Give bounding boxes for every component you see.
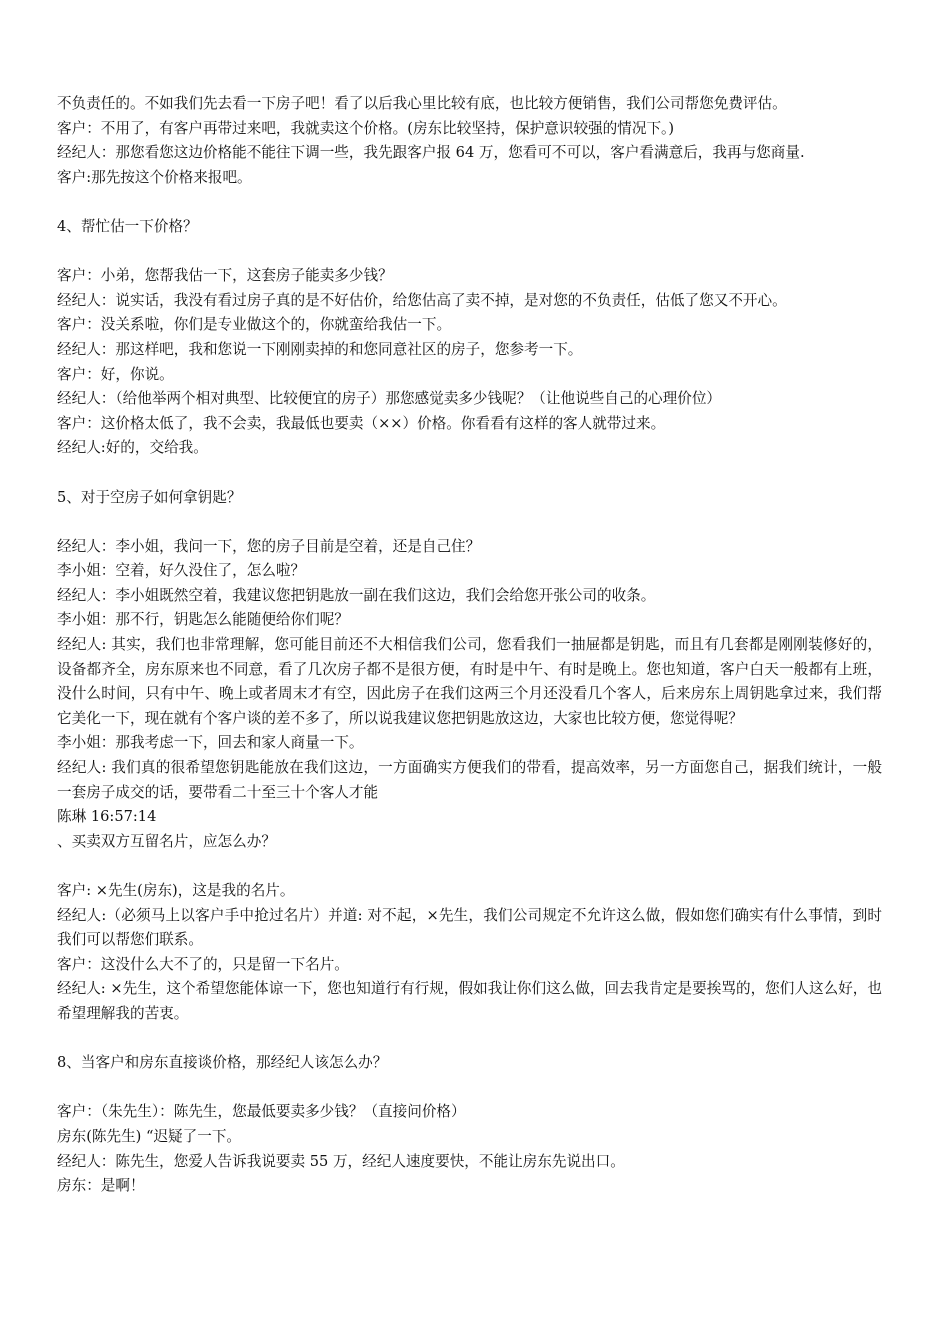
text-paragraph: 客户：没关系啦，你们是专业做这个的，你就蛮给我估一下。 — [57, 316, 452, 334]
text-paragraph: 李小姐：空着，好久没住了，怎么啦？ — [57, 562, 306, 580]
section-heading: 8、当客户和房东直接谈价格，那经纪人该怎么办？ — [57, 1054, 388, 1072]
text-paragraph: 陈琳 16:57:14 — [57, 808, 157, 826]
section-heading: 4、帮忙估一下价格？ — [57, 217, 198, 235]
text-paragraph: 经纪人: 其实，我们也非常理解，您可能目前还不大相信我们公司，您看我们一抽屉都是钥匙，而且有几套都是刚刚装修好的，设备都齐全，房东原来也不同意，看了几次房子都不是很方便，有时是中午、有时是晚上。您也知道，客户白天一般都有上班，没什么时间，只有中午、晚上或者周末才有空，因此房子在我们这两三个月还没看几个客人，后来房东上周钥匙拿过来，我们帮它美化一下，现在就有个客户谈的差不多了，所以说我建议您把钥匙放这边，大家也比较方便，您觉得呢？ — [57, 636, 882, 727]
text-paragraph: 、买卖双方互留名片，应怎么办？ — [57, 832, 276, 850]
text-paragraph: 房东：是啊！ — [57, 1177, 145, 1195]
text-paragraph: 房东(陈先生) “迟疑了一下。 — [57, 1127, 242, 1145]
text-paragraph: 经纪人: ×先生，这个希望您能体谅一下，您也知道行有行规，假如我让你们这么做，回去我肯定是要挨骂的，您们人这么好，也希望理解我的苦衷。 — [57, 980, 882, 1022]
text-paragraph: 客户：这没什么大不了的，只是留一下名片。 — [57, 955, 349, 973]
text-paragraph: 经纪人：李小姐既然空着，我建议您把钥匙放一副在我们这边，我们会给您开张公司的收条。 — [57, 586, 656, 604]
text-paragraph: 经纪人：那这样吧，我和您说一下刚刚卖掉的和您同意社区的房子，您参考一下。 — [57, 340, 583, 358]
blank-line — [57, 1027, 882, 1052]
text-paragraph: 李小姐：那不行，钥匙怎么能随便给你们呢？ — [57, 611, 349, 629]
section-heading: 5、对于空房子如何拿钥匙？ — [57, 488, 242, 506]
blank-line — [57, 190, 882, 215]
blank-line — [57, 854, 882, 879]
blank-line — [57, 1076, 882, 1101]
blank-line — [57, 510, 882, 535]
text-paragraph: 经纪人:（必须马上以客户手中抢过名片）并道: 对不起，×先生，我们公司规定不允许这么做，假如您们确实有什么事情，到时我们可以帮您们联系。 — [57, 906, 882, 949]
text-paragraph: 经纪人: 我们真的很希望您钥匙能放在我们这边，一方面确实方便我们的带看，提高效率，另一方面您自己，据我们统计，一般一套房子成交的话，要带看二十至三十个客人才能 — [57, 759, 882, 801]
text-paragraph: 客户：不用了，有客户再带过来吧，我就卖这个价格。(房东比较坚持，保护意识较强的情况下。) — [57, 119, 675, 137]
text-paragraph: 客户：这价格太低了，我不会卖，我最低也要卖（××）价格。你看看有这样的客人就带过来。 — [57, 414, 666, 432]
text-paragraph: 经纪人：李小姐，我问一下，您的房子目前是空着，还是自己住？ — [57, 537, 481, 555]
text-paragraph: 客户:那先按这个价格来报吧。 — [57, 168, 252, 186]
text-paragraph: 经纪人：陈先生，您爱人告诉我说要卖 55 万，经纪人速度要快，不能让房东先说出口。 — [57, 1152, 625, 1170]
text-paragraph: 李小姐：那我考虑一下，回去和家人商量一下。 — [57, 734, 364, 752]
text-paragraph: 客户：小弟，您帮我估一下，这套房子能卖多少钱？ — [57, 267, 393, 285]
text-paragraph: 经纪人：说实话，我没有看过房子真的是不好估价，给您估高了卖不掉，是对您的不负责任，估低了您又不开心。 — [57, 291, 787, 309]
text-paragraph: 经纪人：那您看您这边价格能不能往下调一些，我先跟客户报 64 万，您看可不可以，客户看满意后，我再与您商量. — [57, 144, 805, 162]
blank-line — [57, 461, 882, 486]
blank-line — [57, 240, 882, 265]
text-paragraph: 经纪人:好的，交给我。 — [57, 439, 208, 457]
text-paragraph: 客户：好，你说。 — [57, 365, 174, 383]
text-paragraph: 经纪人：（给他举两个相对典型、比较便宜的房子）那您感觉卖多少钱呢？（让他说些自己的心理价位） — [57, 390, 722, 408]
text-paragraph: 不负责任的。不如我们先去看一下房子吧！看了以后我心里比较有底，也比较方便销售，我们公司帮您免费评估。 — [57, 95, 787, 112]
text-paragraph: 客户: ×先生(房东)，这是我的名片。 — [57, 882, 295, 899]
text-paragraph: 客户：（朱先生）：陈先生，您最低要卖多少钱？（直接问价格） — [57, 1103, 466, 1121]
